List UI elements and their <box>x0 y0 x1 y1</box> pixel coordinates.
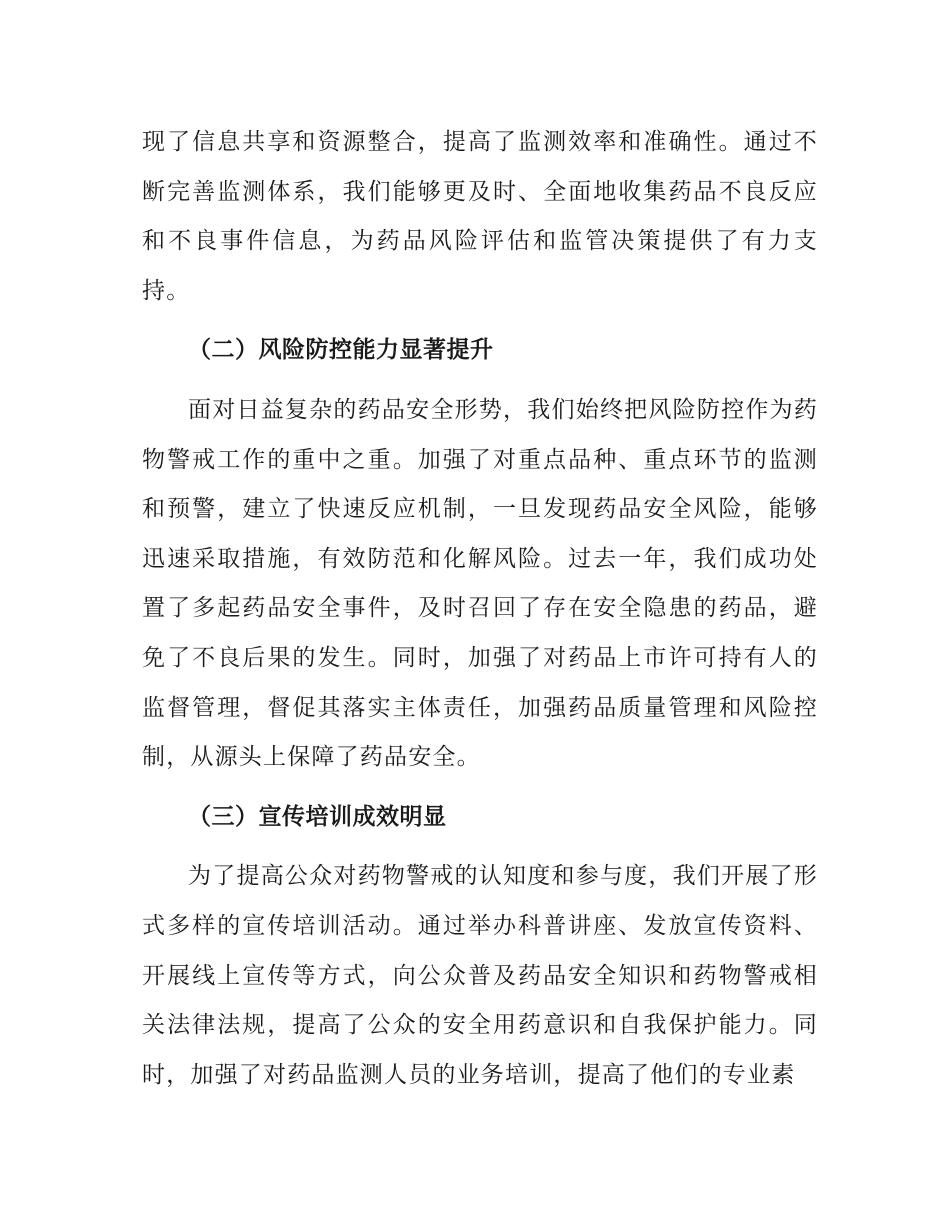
spacer <box>142 376 818 386</box>
paragraph-continuation: 现了信息共享和资源整合，提高了监测效率和准确性。通过不断完善监测体系，我们能够更及时、全面地收集药品不良反应和不良事件信息，为药品风险评估和监管决策提供了有力支持。 <box>142 129 818 304</box>
paragraph-risk-control: 面对日益复杂的药品安全形势，我们始终把风险防控作为药物警戒工作的重中之重。加强了对重点品种、重点环节的监测和预警，建立了快速反应机制，一旦发现药品安全风险，能够迅速采取措施，有效防范和化解风险。过去一年，我们成功处置了多起药品安全事件，及时召回了存在安全隐患的药品，避免了不良后果的发生。同时，加强了对药品上市许可持有人的监督管理，督促其落实主体责任，加强药品质量管理和风险控制，从源头上保障了药品安全。 <box>142 396 818 771</box>
spacer <box>142 316 818 326</box>
document-body <box>142 118 818 1100</box>
spacer <box>142 783 818 793</box>
section-heading-risk-control: （二）风险防控能力显著提升 <box>188 337 494 364</box>
paragraph-publicity-training: 为了提高公众对药物警戒的认知度和参与度，我们开展了形式多样的宣传培训活动。通过举办科普讲座、发放宣传资料、开展线上宣传等方式，向公众普及药品安全知识和药物警戒相关法律法规，提高了公众的安全用药意识和自我保护能力。同时，加强了对药品监测人员的业务培训，提高了他们的专业素 <box>142 863 818 1088</box>
spacer <box>142 842 818 852</box>
section-heading-publicity-training: （三）宣传培训成效明显 <box>188 803 447 830</box>
